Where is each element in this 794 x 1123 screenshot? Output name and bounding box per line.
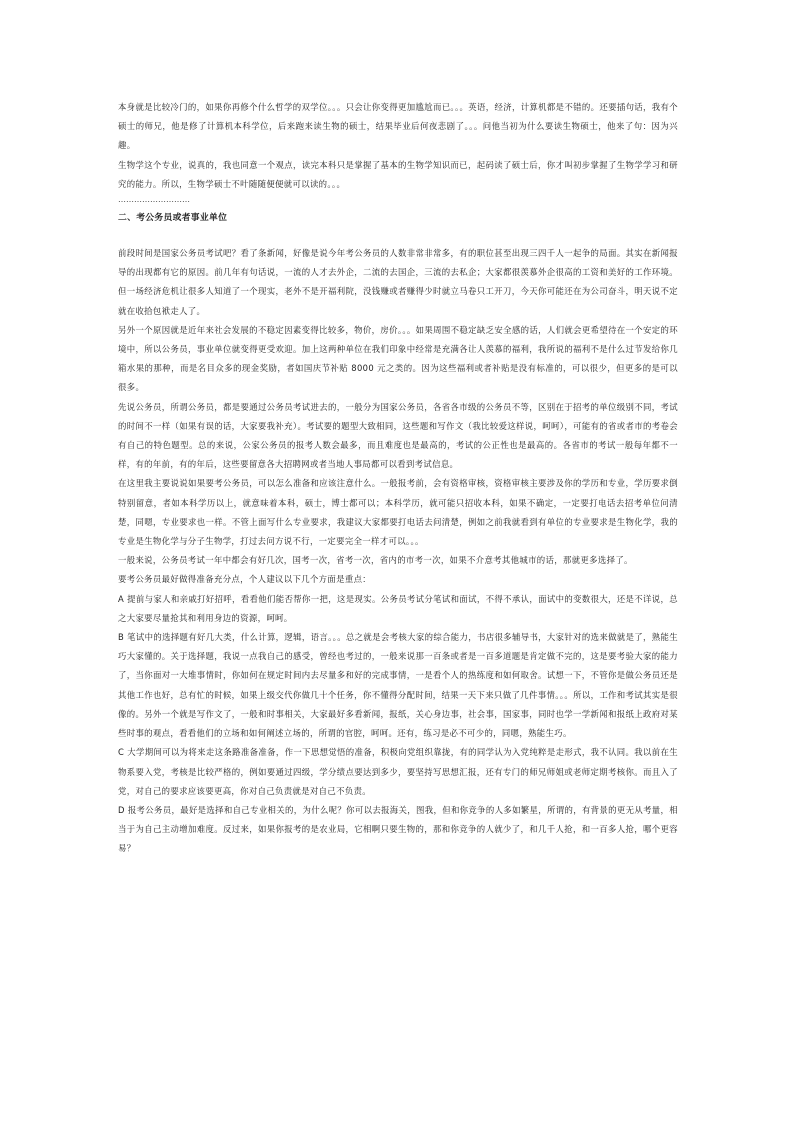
- paragraph: 要考公务员最好做得准备充分点，个人建议以下几个方面是重点：: [118, 574, 372, 585]
- paragraph: 生物学这个专业，说真的，我也同意一个观点，读完本科只是掌握了基本的生物学知识而已，起码读了硕士后，你才叫初步掌握了生物学学习和研究的能力。所以，生物学硕士不叶随随便便就可以读的。。。: [118, 159, 678, 189]
- separator-line: ………………………: [118, 195, 190, 205]
- section-heading: 二、考公务员或者事业单位: [118, 213, 228, 224]
- paragraph: 在这里我主要说说如果要考公务员，可以怎么准备和应该注意什么。一般报考前，会有资格审核，资格审核主要涉及你的学历和专业，学历要求倒特别留意，者如本科学历以上，就意味着本科，硕士，博士都可以；本科学历，就可能只招收本科，如果不确定，一定要打电话去招考单位问清楚，同嗯，专业要求也一样。不管上面写什么专业要求，我建议大家都要打电话去问清楚，例如之前我就看到有单位的专业要求是生物化学，我的专业是生物化学与分子生物学，打过去问方说不行，一定要完全一样才可以。。。: [118, 478, 678, 547]
- paragraph-item-b: B 笔试中的选择题有好几大类，什么计算，逻辑，语言。。。总之就是会考核大家的综合能力，书店很多辅导书，大家针对的选来做就是了，熟能生巧大家懂的。关于选择题，我说一点我自己的感受，曾经也考过的，一般来说那一百条或者是一百多道题是肯定做不完的，这是要考验大家的能力了，当你面对一大堆事情时，你如何在规定时间内去尽量多和好的完成事情，一是看个人的热练度和如何取舍。试想一下，不管你是做公务员还是其他工作也好，总有忙的时候，如果上级交代你做几十个任务，你不懂得分配时间，结果一天下来只做了几件事情。。。所以，工作和考试其实是很像的。另外一个就是写作文了，一般和时事相关，大家最好多看新闻，报纸，关心身边事，社会事，国家事，同时也学一学新闻和报纸上政府对某些时事的观点，看看他们的立场和如何阐述立场的，所谓的官腔，呵呵。还有，练习是必不可少的，同嗯，熟能生巧。: [118, 632, 678, 739]
- intro-section: [118, 98, 678, 194]
- paragraph: 另外一个原因就是近年来社会发展的不稳定因素变得比较多，物价，房价。。。如果周围不稳定缺乏安全感的话，人们就会更希望待在一个安定的环境中，所以公务员，事业单位就变得更受欢迎。加上这两种单位在我们印象中经常是充满各让人羡慕的福利，我所说的福利不是什么过节发给你几箱水果的那种，而是名目众多的现金奖励，者如国庆节补贴 8000 元之类的。因为这些福利或者补贴是没有标准的，可以很少，但更多的是可以很多。: [118, 324, 678, 393]
- paragraph-item-a: A 提前与家人和亲戚打好招呼，看看他们能否帮你一把，这是现实。公务员考试分笔试和面试，不得不承认，面试中的变数很大，还是不详说，总之大家要尽量抢其和利用身边的资源，呵呵。: [118, 593, 678, 623]
- paragraph-item-c: C 大学期间可以为将来走这条路准备准备，作一下思想觉悟的准备，积极向党组织靠拢，有的同学认为入党纯粹是走形式，我不认同。我以前在生物系要入党，考核是比较严格的，例如要通过四级，学分绩点要达到多少，要坚持写思想汇报，还有专门的师兄师姐或老师定期考核你。而且入了党，对自己的要求应该要更高，你对自己负责就是对自己不负责。: [118, 747, 678, 796]
- paragraph: 先说公务员，所谓公务员，都是要通过公务员考试进去的，一般分为国家公务员，各省各市级的公务员不等，区别在于招考的单位级别不同，考试的时间不一样（如果有误的话，大家要我补充）。考试要的题型大致相同，这些题和写作文（我比较爱这样说，呵呵），可能有的省或者市的考卷会有自己的特色题型。总的来说，公家公务员的报考人数会最多，而且难度也是最高的，考试的公正性也是最高的。各省市的考试一般每年都不一样，有的年前，有的年后，这些要留意各大招聘网或者当地人事局都可以看到考试信息。: [118, 401, 678, 470]
- paragraph: 一般来说，公务员考试一年中都会有好几次，国考一次，省考一次，省内的市考一次，如果不介意考其他城市的话，那就更多选择了。: [118, 555, 633, 566]
- paragraph-item-d: D 报考公务员，最好是选择和自己专业相关的，为什么呢？你可以去报海关，图我，但和你竞争的人多如繁星，所谓的，有背景的更无从考量，相当于为自己主动增加难度。反过来，如果你报考的是农业局，它相啊只要生物的，那和你竞争的人就少了，和几千人抢，和一百多人抢，哪个更容易？: [118, 804, 678, 854]
- section-body: [118, 244, 678, 859]
- paragraph: 本身就是比较冷门的，如果你再修个什么哲学的双学位。。。只会让你变得更加尴尬而已。。。英语，经济，计算机都是不错的。还要插句话，我有个硕士的师兄，他是修了计算机本科学位，后来跑来读生物的硕士，结果毕业后何夜悲剧了。。。问他当初为什么要读生物硕士，他来了句：因为兴趣。: [118, 102, 678, 151]
- paragraph: 前段时间是国家公务员考试吧？看了条新闻，好像是说今年考公务员的人数非常非常多，有的职位甚至出现三四千人一起争的局面。其实在新闻报导的出现都有它的原因。前几年有句话说，一流的人才去外企，二流的去国企，三流的去私企；大家都很羡慕外企很高的工资和美好的工作环境。但一场经济危机让很多人知道了一个现实，老外不是开福利院，没钱赚或者赚得少时就立马卷只工开刀，今天你可能还在为公司奋斗，明天说不定就在收拾包袱走人了。: [118, 248, 678, 316]
